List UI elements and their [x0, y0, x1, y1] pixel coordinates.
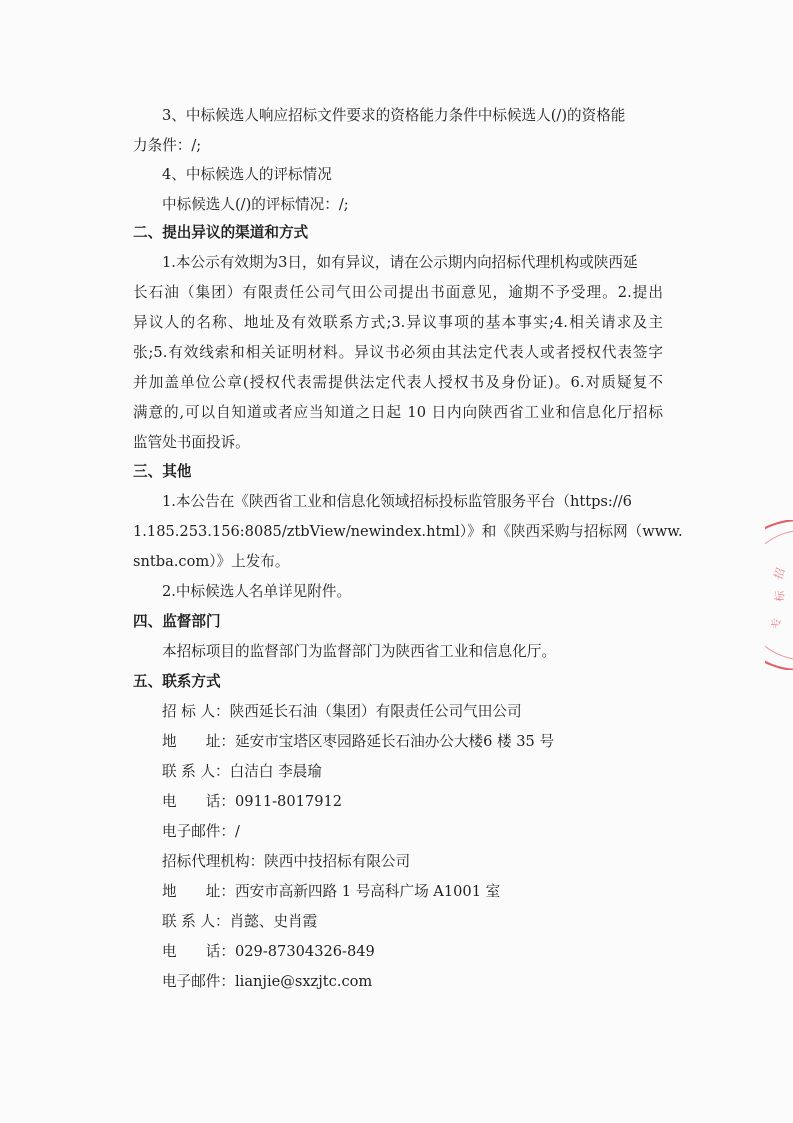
agency-contact: 肖懿、史肖霞	[229, 913, 318, 930]
section-three-heading: 三、其他	[133, 463, 192, 480]
section-two-line-3: 异议人的名称、地址及有效联系方式;3.异议事项的基本事实;4.相关请求及主	[133, 314, 663, 331]
tenderer-contact: 白洁白 李晨瑜	[229, 763, 322, 780]
agency-name-label: 招标代理机构：	[162, 853, 265, 870]
item4-title: 4、中标候选人的评标情况	[162, 166, 332, 183]
section-two-line-2: 长石油（集团）有限责任公司气田公司提出书面意见，逾期不予受理。2.提出	[133, 284, 663, 301]
agency-name-row	[162, 852, 692, 872]
section-three-item2: 2.中标候选人名单详见附件。	[162, 583, 352, 600]
tenderer-contact-label: 联 系 人：	[162, 763, 230, 780]
section-five-heading: 五、联系方式	[133, 673, 221, 690]
tenderer-email: /	[234, 823, 240, 840]
tenderer-phone-label: 电 话：	[162, 793, 235, 810]
agency-email-row	[162, 972, 692, 992]
section-three-line-2: 1.185.253.156:8085/ztbView/newindex.html）》和《陕西采购与招标网（www.	[133, 523, 683, 540]
tenderer-phone: 0911-8017912	[234, 793, 343, 810]
section-three-line-1: 1.本公告在《陕西省工业和信息化领域招标投标监管服务平台（https://6	[162, 493, 632, 510]
agency-phone-label: 电 话：	[162, 943, 235, 960]
tenderer-address: 延安市宝塔区枣园路延长石油办公大楼6 楼 35 号	[234, 733, 555, 750]
agency-address-label: 地 址：	[162, 883, 235, 900]
section-two-line-4: 张;5.有效线索和相关证明材料。异议书必须由其法定代表人或者授权代表签字	[133, 344, 663, 361]
tenderer-email-label: 电子邮件：	[162, 823, 235, 840]
agency-name: 陕西中技招标有限公司	[264, 853, 411, 870]
agency-contact-row	[162, 912, 692, 932]
svg-text:标: 标	[773, 590, 787, 603]
tenderer-contact-row	[162, 762, 692, 782]
tenderer-phone-row	[162, 792, 692, 812]
tenderer-name-row	[162, 702, 692, 722]
tenderer-name: 陕西延长石油（集团）有限责任公司气田公司	[229, 703, 522, 720]
seal-stamp-icon	[765, 520, 793, 670]
tenderer-address-label: 地 址：	[162, 733, 235, 750]
section-two-line-6: 满意的,可以自知道或者应当知道之日起 10 日内向陕西省工业和信息化厅招标	[133, 404, 663, 421]
tenderer-name-label: 招 标 人：	[162, 703, 230, 720]
tenderer-email-row	[162, 822, 692, 842]
agency-contact-label: 联 系 人：	[162, 913, 230, 930]
section-four-text: 本招标项目的监督部门为监督部门为陕西省工业和信息化厅。	[162, 643, 557, 660]
agency-email-label: 电子邮件：	[162, 973, 235, 990]
svg-text:招: 招	[771, 566, 788, 582]
item3-line2: 力条件：/;	[133, 137, 202, 154]
section-four-heading: 四、监督部门	[133, 613, 221, 630]
agency-email: lianjie@sxzjtc.com	[234, 973, 373, 990]
tenderer-address-row	[162, 732, 692, 752]
item3-line1: 3、中标候选人响应招标文件要求的资格能力条件中标候选人(/)的资格能	[162, 107, 626, 124]
agency-phone-row	[162, 942, 692, 962]
svg-text:专: 专	[769, 616, 784, 630]
section-two-line-5: 并加盖单位公章(授权代表需提供法定代表人授权书及身份证)。6.对质疑复不	[133, 374, 663, 391]
section-three-line-3: sntba.com）》上发布。	[133, 553, 290, 570]
item4-detail: 中标候选人(/)的评标情况：/;	[162, 196, 349, 213]
section-two-heading: 二、提出异议的渠道和方式	[133, 224, 309, 241]
agency-phone: 029-87304326-849	[234, 943, 375, 960]
section-two-line-1: 1.本公示有效期为3日，如有异议，请在公示期内向招标代理机构或陕西延	[162, 254, 638, 271]
seal-stamp-edge	[765, 520, 793, 670]
agency-address: 西安市高新四路 1 号高科广场 A1001 室	[234, 883, 501, 900]
section-two-line-7: 监管处书面投诉。	[133, 434, 250, 451]
agency-address-row	[162, 882, 692, 902]
